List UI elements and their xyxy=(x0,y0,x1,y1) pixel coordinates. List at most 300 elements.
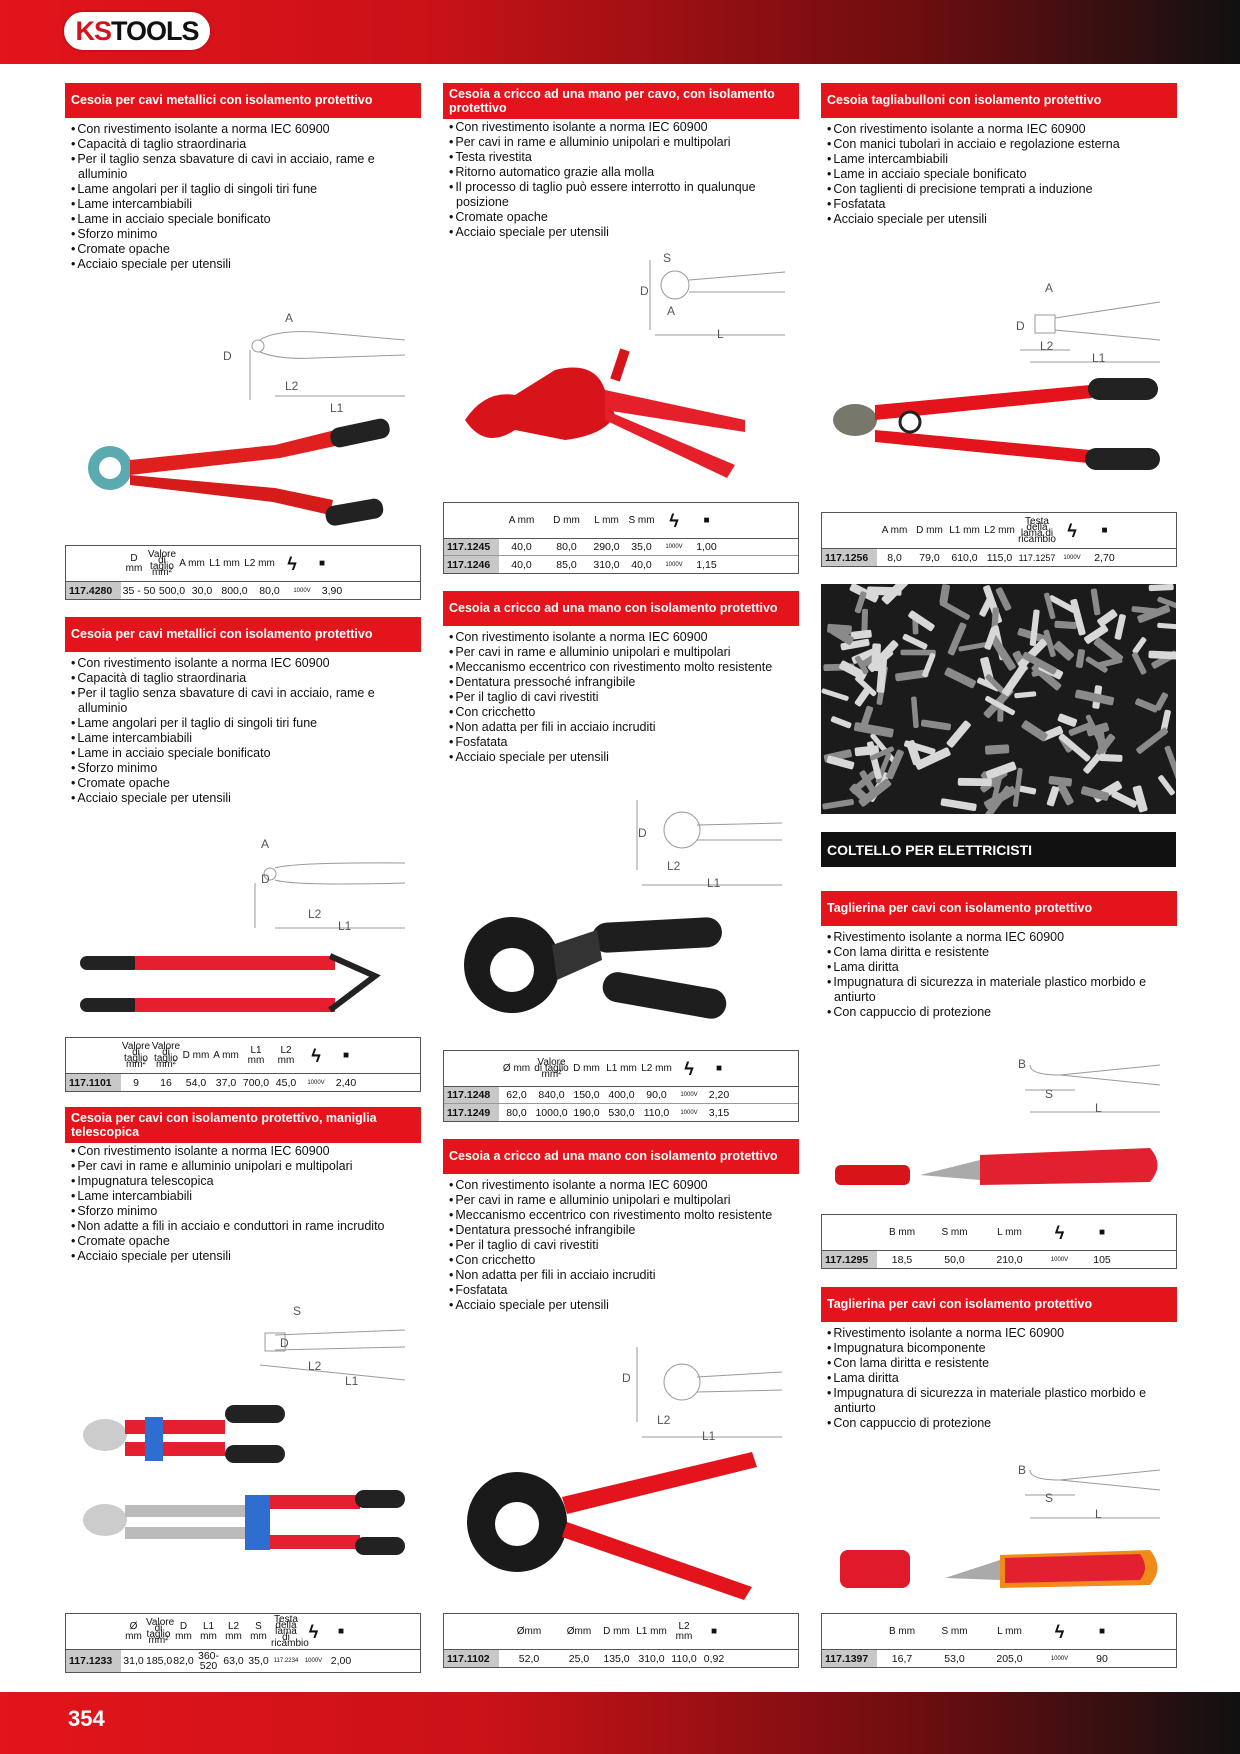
feature-item: • Lama diritta xyxy=(827,960,1177,975)
feature-item: • Lame in acciaio speciale bonificato xyxy=(827,167,1177,182)
cell: 16,7 xyxy=(891,1652,913,1665)
cell: 1000V xyxy=(680,1109,698,1116)
dim-label: A xyxy=(285,311,294,325)
col-header: B mm xyxy=(888,1226,916,1238)
article-code: 117.1295 xyxy=(822,1251,877,1268)
bolts-photo xyxy=(821,584,1176,814)
feature-item: • Lame intercambiabili xyxy=(71,197,421,212)
cell: 52,0 xyxy=(518,1652,540,1665)
cell: 18,5 xyxy=(891,1253,913,1266)
feature-item: • Con manici tubolari in acciaio e regolazione esterna xyxy=(827,137,1177,152)
cell: 1000V xyxy=(680,1092,698,1098)
col-header: D mm xyxy=(175,1620,192,1642)
section-title: Cesoia a cricco ad una mano con isolamento protettivo xyxy=(443,591,799,626)
spec-table xyxy=(443,502,799,574)
col-header: S mm xyxy=(628,514,655,526)
feature-item: • Per cavi in rame e alluminio unipolari e multipolari xyxy=(449,645,799,660)
feature-item: • Con lama diritta e resistente xyxy=(827,945,1177,960)
col-header: A mm xyxy=(508,514,535,526)
product-section xyxy=(821,891,1177,1020)
cell: 290,0 xyxy=(593,541,620,553)
col-header: D mm xyxy=(182,1049,210,1061)
bolt xyxy=(985,744,1010,754)
col-header: Ø mm xyxy=(125,1620,142,1642)
feature-item: • Impugnatura di sicurezza in materiale plastico morbido e antiurto xyxy=(827,975,1177,1005)
dim-label: L2 xyxy=(308,907,322,921)
feature-item: • Per il taglio senza sbavature di cavi in acciaio, rame e alluminio xyxy=(71,686,421,716)
col-header: L2 mm xyxy=(244,557,275,569)
cable-knife-image xyxy=(830,1450,1170,1605)
col-header: Testa della lama di ricambio xyxy=(271,1613,309,1649)
product-section xyxy=(821,1287,1177,1431)
weight-icon: ■ xyxy=(710,1625,718,1637)
dim-label: L xyxy=(717,327,724,341)
cell: 110,0 xyxy=(671,1652,697,1665)
cell: 1000V xyxy=(293,587,311,594)
bolt xyxy=(1149,584,1174,591)
feature-item: • Cromate opache xyxy=(449,210,799,225)
dim-label: L2 xyxy=(285,379,299,393)
cell: 25,0 xyxy=(568,1652,590,1665)
weight-icon: ■ xyxy=(715,1062,723,1074)
col-header: L mm xyxy=(997,1226,1022,1238)
cell: 185,0 xyxy=(146,1655,173,1667)
feature-item: • Sforzo minimo xyxy=(71,1204,421,1219)
cell: 8,0 xyxy=(887,551,902,564)
voltage-icon: ϟ xyxy=(1067,520,1077,541)
cell: 2,00 xyxy=(330,1655,352,1667)
page-number: 354 xyxy=(68,1706,105,1731)
product-section xyxy=(65,83,421,272)
feature-item: • Acciaio speciale per utensili xyxy=(449,225,799,240)
weight-icon: ■ xyxy=(318,557,326,569)
feature-item: • Per cavi in rame e alluminio unipolari e multipolari xyxy=(449,1193,799,1208)
cell: 3,90 xyxy=(321,584,343,597)
bolt xyxy=(1054,621,1077,630)
section-title: Cesoia per cavi metallici con isolamento protettivo xyxy=(65,617,421,652)
cell: 90,0 xyxy=(646,1089,667,1101)
dim-label: L2 xyxy=(657,1413,671,1427)
col-header: L mm xyxy=(997,1625,1022,1637)
col-header: B mm xyxy=(888,1625,916,1637)
cell: 115,0 xyxy=(986,551,1013,564)
article-code: 117.1101 xyxy=(66,1074,121,1091)
feature-item: • Acciaio speciale per utensili xyxy=(449,1298,799,1313)
dim-label: A xyxy=(261,838,270,851)
section-title: Cesoia a cricco ad una mano con isolamento protettivo xyxy=(443,1139,799,1174)
feature-item: • Lama diritta xyxy=(827,1371,1177,1386)
cell: 82,0 xyxy=(173,1655,194,1667)
col-header: Ømm xyxy=(566,1625,592,1637)
cell: 150,0 xyxy=(573,1089,600,1101)
cell: 500,0 xyxy=(158,584,186,597)
cell: 35,0 xyxy=(248,1655,269,1667)
cell: 3,15 xyxy=(708,1106,730,1119)
dim-label: L1 xyxy=(330,401,344,415)
table-row xyxy=(444,1087,798,1104)
feature-item: • Con rivestimento isolante a norma IEC 60900 xyxy=(71,122,421,137)
feature-list xyxy=(65,656,421,806)
dim-label: S xyxy=(663,251,672,265)
feature-item: • Per cavi in rame e alluminio unipolari e multipolari xyxy=(449,135,799,150)
feature-list xyxy=(443,630,799,765)
cell: 210,0 xyxy=(996,1253,1023,1266)
col-header: D mm xyxy=(553,514,580,526)
cell: 1000,0 xyxy=(535,1106,568,1119)
feature-item: • Acciaio speciale per utensili xyxy=(827,212,1177,227)
telescopic-cutter-image xyxy=(75,1305,410,1605)
product-section xyxy=(443,591,799,765)
col-header: L2 mm xyxy=(984,524,1015,536)
dim-label: A xyxy=(667,304,676,318)
cell: 80,0 xyxy=(259,584,280,597)
feature-item: • Il processo di taglio può essere interrotto in qualunque posizione xyxy=(449,180,799,210)
feature-item: • Rivestimento isolante a norma IEC 60900 xyxy=(827,1326,1177,1341)
cell: 1000V xyxy=(665,561,683,568)
feature-item: • Capacità di taglio straordinaria xyxy=(71,671,421,686)
feature-item: • Cromate opache xyxy=(71,1234,421,1249)
col-header: Ø mm xyxy=(502,1062,531,1074)
feature-item: • Con taglienti di precisione temprati a induzione xyxy=(827,182,1177,197)
cell: 80,0 xyxy=(556,541,577,553)
dim-label: B xyxy=(1018,1463,1027,1477)
dim-label: L1 xyxy=(702,1429,716,1443)
cell: 840,0 xyxy=(538,1089,565,1101)
feature-item: • Per cavi in rame e alluminio unipolari e multipolari xyxy=(71,1159,421,1174)
dim-label: D xyxy=(280,1336,289,1350)
feature-item: • Lame angolari per il taglio di singoli tiri fune xyxy=(71,182,421,197)
article-code: 117.1248 xyxy=(444,1087,499,1103)
cell: 40,0 xyxy=(511,558,532,571)
col-header: L2 mm xyxy=(277,1044,295,1066)
feature-item: • Con cappuccio di protezione xyxy=(827,1005,1177,1020)
voltage-icon: ϟ xyxy=(287,553,297,574)
spec-table xyxy=(65,545,421,600)
bolt xyxy=(958,778,992,786)
feature-item: • Fosfatata xyxy=(827,197,1177,212)
feature-item: • Con lama diritta e resistente xyxy=(827,1356,1177,1371)
table-row xyxy=(444,1650,798,1667)
col-header: S mm xyxy=(941,1625,968,1637)
cell: 135,0 xyxy=(603,1652,630,1665)
dim-label: S xyxy=(293,1305,302,1318)
col-header: L2 mm xyxy=(675,1620,693,1642)
brand-logo[interactable]: KSTOOLS xyxy=(62,10,212,52)
cable-cutter-image xyxy=(75,838,410,1038)
feature-item: • Impugnatura di sicurezza in materiale plastico morbido e antiurto xyxy=(827,1386,1177,1416)
feature-item: • Lame intercambiabili xyxy=(827,152,1177,167)
feature-item: • Fosfatata xyxy=(449,1283,799,1298)
cell: 190,0 xyxy=(573,1106,600,1119)
article-code: 117.4280 xyxy=(66,582,121,599)
voltage-icon: ϟ xyxy=(1054,1621,1065,1642)
table-row xyxy=(66,1074,420,1091)
feature-item: • Non adatta per fili in acciaio incruditi xyxy=(449,1268,799,1283)
cell: 117.1257 xyxy=(1018,552,1056,563)
weight-icon: ■ xyxy=(337,1625,345,1637)
weight-icon: ■ xyxy=(342,1049,350,1061)
col-header: D mm xyxy=(916,524,943,536)
cell: 310,0 xyxy=(638,1652,665,1665)
feature-item: • Rivestimento isolante a norma IEC 60900 xyxy=(827,930,1177,945)
cell: 35 - 50 xyxy=(122,584,156,597)
header-bar xyxy=(0,0,1240,64)
cell: 2,40 xyxy=(335,1076,357,1089)
dim-label: L1 xyxy=(345,1374,359,1388)
footer-bar xyxy=(0,1692,1240,1754)
article-code: 117.1397 xyxy=(822,1650,877,1667)
col-header: Testa della lama di ricambio xyxy=(1018,515,1056,545)
feature-item: • Capacità di taglio straordinaria xyxy=(71,137,421,152)
feature-item: • Dentatura pressoché infrangibile xyxy=(449,1223,799,1238)
feature-list xyxy=(443,1178,799,1313)
col-header: L1 mm xyxy=(247,1044,265,1066)
cell: 1000V xyxy=(1050,1655,1069,1662)
cell: 610,0 xyxy=(951,551,978,564)
dim-label: L2 xyxy=(1040,339,1054,353)
feature-item: • Sforzo minimo xyxy=(71,761,421,776)
dim-label: L2 xyxy=(308,1359,322,1373)
weight-icon: ■ xyxy=(703,514,710,526)
dim-label: D xyxy=(1016,319,1025,333)
col-header: L2 mm xyxy=(225,1620,242,1642)
voltage-icon: ϟ xyxy=(308,1621,319,1642)
voltage-icon: ϟ xyxy=(1054,1222,1065,1243)
table-row xyxy=(66,1650,420,1672)
feature-item: • Lame intercambiabili xyxy=(71,1189,421,1204)
col-header: S mm xyxy=(250,1620,267,1642)
feature-item: • Con rivestimento isolante a norma IEC 60900 xyxy=(71,656,421,671)
product-section xyxy=(443,83,799,240)
col-header: A mm xyxy=(179,557,205,569)
cell: 63,0 xyxy=(223,1655,244,1667)
cell: 1000V xyxy=(665,544,683,550)
feature-item: • Sforzo minimo xyxy=(71,227,421,242)
article-code: 117.1233 xyxy=(66,1650,121,1672)
dim-label: S xyxy=(1045,1087,1054,1101)
cell: 16 xyxy=(160,1076,172,1089)
col-header: Valore di taglio mm² xyxy=(146,1616,175,1646)
cell: 50,0 xyxy=(944,1253,965,1266)
section-title: Cesoia per cavi metallici con isolamento protettivo xyxy=(65,83,421,118)
cell: 1,15 xyxy=(696,558,717,571)
cell: 400,0 xyxy=(608,1089,635,1101)
cell: 530,0 xyxy=(608,1106,635,1119)
ratchet-cutter-image xyxy=(452,795,792,1045)
cell: 37,0 xyxy=(215,1076,237,1089)
ratchet-cutter-image xyxy=(455,250,790,495)
cell: 800,0 xyxy=(221,584,248,597)
feature-item: • Per il taglio di cavi rivestiti xyxy=(449,1238,799,1253)
feature-item: • Acciaio speciale per utensili xyxy=(449,750,799,765)
section-title: Cesoia per cavi con isolamento protettivo, maniglia telescopica xyxy=(65,1107,421,1143)
cell: 110,0 xyxy=(643,1106,670,1119)
col-header: D mm xyxy=(125,552,143,574)
col-header: A mm xyxy=(881,524,908,536)
feature-item: • Non adatte a fili in acciaio e conduttori in rame incrudito xyxy=(71,1219,421,1234)
col-header: L1 mm xyxy=(949,524,980,536)
feature-item: • Lame angolari per il taglio di singoli tiri fune xyxy=(71,716,421,731)
cell: 310,0 xyxy=(593,558,620,571)
dim-label: L1 xyxy=(338,919,352,933)
cell: 31,0 xyxy=(123,1655,144,1667)
dim-label: L xyxy=(1095,1507,1102,1521)
feature-list xyxy=(821,1326,1177,1431)
dim-label: L1 xyxy=(1092,351,1106,365)
cell: 45,0 xyxy=(275,1076,297,1089)
feature-item: • Con cricchetto xyxy=(449,705,799,720)
feature-item: • Acciaio speciale per utensili xyxy=(71,257,421,272)
cell: 360-520 xyxy=(197,1650,219,1672)
feature-item: • Ritorno automatico grazie alla molla xyxy=(449,165,799,180)
table-row xyxy=(444,1104,798,1121)
feature-item: • Con cappuccio di protezione xyxy=(827,1416,1177,1431)
col-header: L1 mm xyxy=(606,1062,637,1074)
cell: 105 xyxy=(1093,1253,1111,1266)
feature-item: • Lame in acciaio speciale bonificato xyxy=(71,212,421,227)
weight-icon: ■ xyxy=(1101,524,1108,536)
feature-item: • Meccanismo eccentrico con rivestimento molto resistente xyxy=(449,1208,799,1223)
feature-item: • Con rivestimento isolante a norma IEC 60900 xyxy=(827,122,1177,137)
cell: 2,70 xyxy=(1094,551,1115,564)
feature-item: • Con rivestimento isolante a norma IEC 60900 xyxy=(449,120,799,135)
feature-item: • Dentatura pressoché infrangibile xyxy=(449,675,799,690)
article-code: 117.1245 xyxy=(444,539,499,555)
feature-item: • Meccanismo eccentrico con rivestimento molto resistente xyxy=(449,660,799,675)
spec-table xyxy=(65,1037,421,1092)
product-section xyxy=(821,83,1177,227)
col-header: D mm xyxy=(603,1625,630,1637)
spec-table xyxy=(821,512,1177,567)
cable-knife-image xyxy=(830,1040,1170,1200)
feature-list xyxy=(65,1144,421,1264)
cell: 1000V xyxy=(304,1658,323,1664)
feature-list xyxy=(821,930,1177,1020)
feature-item: • Con rivestimento isolante a norma IEC 60900 xyxy=(449,1178,799,1193)
cable-cutter-image xyxy=(75,310,410,535)
bolt xyxy=(867,586,902,595)
cell: 1,00 xyxy=(696,541,717,553)
product-section xyxy=(443,1139,799,1313)
col-header: S mm xyxy=(941,1226,968,1238)
article-code: 117.1249 xyxy=(444,1104,499,1121)
article-code: 117.1246 xyxy=(444,556,499,573)
cell: 30,0 xyxy=(191,584,213,597)
section-title: Taglierina per cavi con isolamento protettivo xyxy=(821,1287,1177,1322)
feature-item: • Cromate opache xyxy=(71,242,421,257)
section-title: Cesoia a cricco ad una mano per cavo, con isolamento protettivo xyxy=(443,83,799,119)
feature-item: • Non adatta per fili in acciaio incruditi xyxy=(449,720,799,735)
dim-label: A xyxy=(1045,281,1054,295)
cell: 35,0 xyxy=(631,541,652,553)
section-title: Cesoia tagliabulloni con isolamento protettivo xyxy=(821,83,1177,118)
spec-table xyxy=(443,1613,799,1668)
cell: 205,0 xyxy=(996,1652,1023,1665)
cell: 1000V xyxy=(307,1079,325,1086)
dim-label: D xyxy=(223,349,232,363)
table-row xyxy=(822,1251,1176,1268)
table-row xyxy=(444,539,798,556)
product-section xyxy=(65,1107,421,1264)
dim-label: L2 xyxy=(667,859,681,873)
feature-list xyxy=(65,122,421,272)
cell: 2,20 xyxy=(708,1089,730,1101)
col-header: Ømm xyxy=(516,1625,542,1637)
feature-item: • Acciaio speciale per utensili xyxy=(71,791,421,806)
col-header: L1 mm xyxy=(636,1625,667,1637)
feature-item: • Con rivestimento isolante a norma IEC 60900 xyxy=(449,630,799,645)
section-title: Taglierina per cavi con isolamento protettivo xyxy=(821,891,1177,926)
dim-label: D xyxy=(640,284,649,298)
col-header: L mm xyxy=(594,514,619,526)
col-header: L1 mm xyxy=(200,1620,217,1642)
dim-label: D xyxy=(261,872,270,886)
cell: 40,0 xyxy=(511,541,532,553)
article-code: 117.1256 xyxy=(822,549,877,566)
feature-item: • Con cricchetto xyxy=(449,1253,799,1268)
dim-label: L1 xyxy=(707,876,721,890)
article-code: 117.1102 xyxy=(444,1650,499,1667)
product-section xyxy=(65,617,421,806)
bolt-cutter-image xyxy=(830,280,1170,480)
col-header: L1 mm xyxy=(209,557,240,569)
cell: 40,0 xyxy=(631,558,652,571)
feature-item: • Cromate opache xyxy=(71,776,421,791)
cell: 1000V xyxy=(1050,1256,1069,1263)
col-header: D mm xyxy=(573,1062,600,1074)
feature-item: • Lame in acciaio speciale bonificato xyxy=(71,746,421,761)
feature-item: • Per il taglio di cavi rivestiti xyxy=(449,690,799,705)
col-header: Valore di taglio mm² xyxy=(151,1040,181,1070)
feature-item: • Fosfatata xyxy=(449,735,799,750)
cell: 79,0 xyxy=(919,551,940,564)
feature-list xyxy=(821,122,1177,227)
table-row xyxy=(444,556,798,573)
feature-item: • Per il taglio senza sbavature di cavi in acciaio, rame e alluminio xyxy=(71,152,421,182)
ratchet-cutter-image xyxy=(452,1342,792,1607)
feature-item: • Acciaio speciale per utensili xyxy=(71,1249,421,1264)
feature-list xyxy=(443,120,799,240)
dim-label: D xyxy=(622,1371,631,1385)
bolt xyxy=(1099,754,1122,762)
weight-icon: ■ xyxy=(1098,1625,1106,1637)
cell: 53,0 xyxy=(944,1652,965,1665)
feature-item: • Con rivestimento isolante a norma IEC 60900 xyxy=(71,1144,421,1159)
feature-item: • Impugnatura telescopica xyxy=(71,1174,421,1189)
spec-table xyxy=(443,1050,799,1122)
table-row xyxy=(822,549,1176,566)
cell: 80,0 xyxy=(506,1106,527,1119)
feature-item: • Lame intercambiabili xyxy=(71,731,421,746)
category-title: COLTELLO PER ELETTRICISTI xyxy=(821,832,1176,867)
spec-table xyxy=(821,1214,1177,1269)
col-header: L2 mm xyxy=(641,1062,672,1074)
cell: 1000V xyxy=(1063,554,1081,561)
table-row xyxy=(66,582,420,599)
col-header: Valore di taglio mm² xyxy=(147,548,177,578)
table-row xyxy=(822,1650,1176,1667)
voltage-icon: ϟ xyxy=(311,1045,321,1066)
feature-item: • Impugnatura bicomponente xyxy=(827,1341,1177,1356)
dim-label: D xyxy=(638,826,647,840)
cell: 0,92 xyxy=(703,1652,725,1665)
feature-item: • Testa rivestita xyxy=(449,150,799,165)
spec-table xyxy=(65,1613,421,1673)
dim-label: B xyxy=(1018,1057,1027,1071)
voltage-icon: ϟ xyxy=(669,510,679,531)
col-header: Valore di taglio mm² xyxy=(534,1056,569,1080)
voltage-icon: ϟ xyxy=(684,1058,694,1079)
